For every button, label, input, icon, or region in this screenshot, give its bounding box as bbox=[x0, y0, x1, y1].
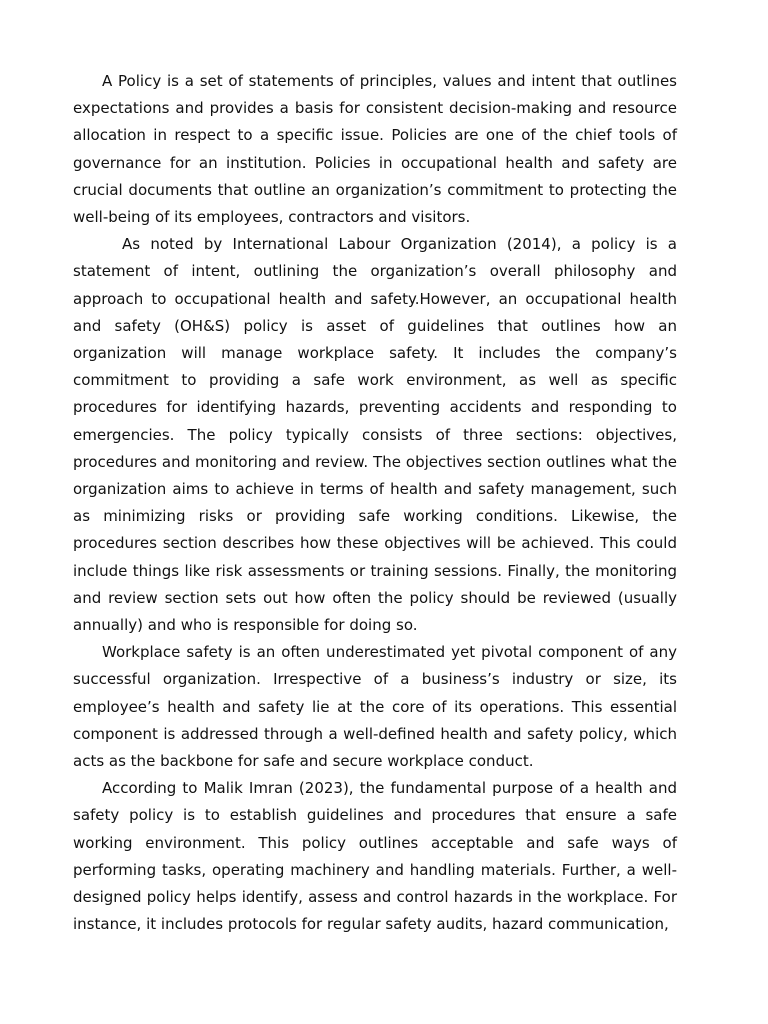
paragraph-ilo-definition: As noted by International Labour Organization (2014), a policy is a statement of intent, outlining the organization’s overall philosophy and approach to occupational health and safety.However, an occupational health and safety (OH&S) policy is asset of guidelines that outlines how an organization will manage workplace safety. It includes the company’s commitment to providing a safe work environment, as well as specific procedures for identifying hazards, preventing accidents and responding to emergencies. The policy typically consists of three sections: objectives, procedures and monitoring and review. The objectives section outlines what the organization aims to achieve in terms of health and safety management, such as minimizing risks or providing safe working conditions. Likewise, the procedures section describes how these objectives will be achieved. This could include things like risk assessments or training sessions. Finally, the monitoring and review section sets out how often the policy should be reviewed (usually annually) and who is responsible for doing so. bbox=[73, 235, 677, 635]
paragraph-workplace-safety: Workplace safety is an often underestimated yet pivotal component of any successful organization. Irrespective of a business’s industry or size, its employee’s health and safety lie at the core of its operations. This essential component is addressed through a well-defined health and safety policy, which acts as the backbone for safe and secure workplace conduct. bbox=[73, 643, 677, 771]
paragraph-policy-definition: A Policy is a set of statements of principles, values and intent that outlines expectations and provides a basis for consistent decision-making and resource allocation in respect to a specific issue. Policies are one of the chief tools of governance for an institution. Policies in occupational health and safety are crucial documents that outline an organization’s commitment to protecting the well-being of its employees, contractors and visitors. bbox=[73, 72, 677, 227]
document-body bbox=[73, 68, 677, 939]
paragraph-policy-purpose: According to Malik Imran (2023), the fundamental purpose of a health and safety policy is to establish guidelines and procedures that ensure a safe working environment. This policy outlines acceptable and safe ways of performing tasks, operating machinery and handling materials. Further, a well-designed policy helps identify, assess and control hazards in the workplace. For instance, it includes protocols for regular safety audits, hazard communication, bbox=[73, 779, 677, 934]
